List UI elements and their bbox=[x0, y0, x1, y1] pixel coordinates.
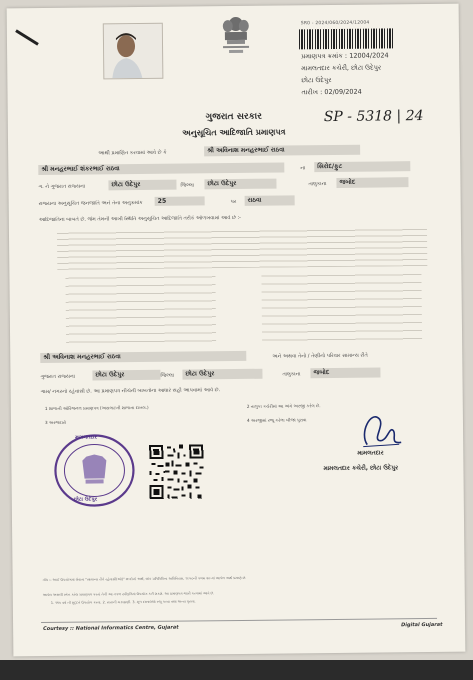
footer-note-3: 1. એક વર્ષ ની મુદ્દતે ઉપયોગ કરવા. 2. સત્તાની ચકાસણી. 3. મૂળ દસ્તાવેજો રજૂ કરવા તથા અન્ય પુરાવા. bbox=[50, 599, 196, 605]
residence-line: ગામ/ નગરનો રહેવાસી છે. આ પ્રમાણપત્ર નીચેની બાબતોના આધારે સહી આપવામાં આવે છે. bbox=[40, 387, 221, 396]
officer-signature bbox=[349, 404, 409, 453]
footer-note-2: આપેલ અસલી સ્કેન કરેલ પ્રમાણપત્ર કરતાં તેની આ નકલ સ્વીકૃતિમાં ઉપયોગ કરી શકશે. આ પ્રમાણપત્ર જારી કરવામાં આવે છે. bbox=[42, 591, 215, 598]
district-label: જિલ્લા bbox=[180, 182, 194, 189]
taluka: જબોદ bbox=[336, 177, 408, 188]
seal-bottom-text: છોટા ઉદેપુર bbox=[73, 496, 98, 503]
footer-divider bbox=[41, 618, 437, 623]
signatory-title: મામલતદાર bbox=[357, 449, 384, 457]
seal-top-text: મામલતદાર bbox=[75, 434, 98, 441]
second-taluka: જબોદ bbox=[310, 367, 380, 378]
office-line: મામલતદાર કચેરી, છોટા ઉદેપુર bbox=[301, 63, 382, 73]
application-number: પ્રમાણપત્ર ક્રમાંક : 12004/2024 bbox=[301, 51, 389, 61]
handwritten-reference: SP - 5318 | 24 bbox=[323, 108, 424, 126]
schedule-number: 25 bbox=[155, 196, 205, 206]
second-district-prefix: છોટા ઉદેપુર bbox=[92, 370, 160, 381]
fine-print-column-right bbox=[261, 270, 422, 342]
taluka-label: તાલુકાના bbox=[308, 181, 327, 188]
basis-item-3: 3 અરજદારો bbox=[44, 419, 67, 426]
tribe: રાઠવા bbox=[245, 195, 295, 206]
second-holder-name: શ્રી અવિનાશ મનહરભાઈ રાઠવા bbox=[40, 351, 246, 363]
certificate-title: અનુસૂચિત આદિજાતિ પ્રમાણપત્ર bbox=[182, 127, 286, 138]
barcode bbox=[299, 28, 394, 49]
fine-print-column-left bbox=[65, 272, 216, 344]
courtesy-text: Courtesy :: National Informatics Centre, Gujarat bbox=[43, 624, 179, 633]
basis-item-4: 4 અરજીમાં રજૂ કરેલા બીજા પુરાવા bbox=[246, 417, 307, 423]
digital-gujarat-text: Digital Gujarat bbox=[401, 621, 443, 629]
barcode-number: SR0 - 2024/060/2024/12004 bbox=[300, 20, 370, 27]
footer-note-1: નોંધ :- આઈ ઉપયોગમાં લેવાતા "સામાન્ય રીતે રહેવાસી(ઓ)" શબ્દોનો અર્થ, લોક પ્રતિનિધિત્વ અધિનિયમ, ૧૯૫૦ની કલમ ૨૦ માં આપેલ અર્થ પ્રમાણે છે. bbox=[42, 575, 247, 583]
parent-name: શ્રી મનહરભાઈ શંકરભાઈ રાઠવા bbox=[38, 162, 284, 175]
bottom-background bbox=[0, 660, 473, 680]
state-emblem-icon bbox=[219, 14, 253, 56]
applicant-photo bbox=[103, 23, 164, 80]
district-prefix: છોટા ઉદેપુર bbox=[108, 180, 176, 191]
village: સિરોદ/ફુટ bbox=[314, 161, 410, 172]
second-state: ગુજરાત રાજ્યના bbox=[40, 373, 75, 381]
govt-title: ગુજરાત સરકાર bbox=[205, 111, 262, 123]
office-line-2: છોટા ઉદેપુર bbox=[301, 75, 332, 85]
basis-item-1: 1 શાળાની ઓરિજનલ પ્રમાણપત્ર (અસલાટની શાળાના દાખલ.) bbox=[44, 404, 149, 412]
tribe-notice: આદિજાતિના બાબતે છે. જેમ તેમની આખી સ્થિતિ અનુસૂચિત આદિજાતિ તરીકે ઓળખવામાં આવે છે :- bbox=[38, 214, 242, 224]
tribe-label: પર bbox=[230, 198, 237, 206]
village-label: ના bbox=[300, 165, 306, 172]
certificate-page bbox=[7, 4, 466, 657]
holder-name: શ્રી અવિનાશ મનહરભાઈ રાઠવા bbox=[204, 145, 360, 157]
qr-code bbox=[147, 442, 206, 501]
schedule-label: રાજ્યના અનુસૂચિત જનજાતિ અને તેના અનુક્રમાંક bbox=[38, 199, 143, 208]
family-label: અને અથવા તેનો / તેણીનો પરિવાર સામાન્ય રીતે bbox=[272, 352, 368, 360]
state-label: ગ. ને ગુજરાત રાજ્યના bbox=[38, 183, 86, 191]
issue-date: તારીખ : 02/09/2024 bbox=[301, 87, 362, 97]
second-district: છોટા ઉદેપુર bbox=[182, 369, 262, 380]
district: છોટા ઉદેપુર bbox=[204, 179, 276, 190]
intro-text: આથી પ્રમાણિત કરવામાં આવે છે કે bbox=[98, 149, 167, 157]
signatory-office: મામલતદાર કચેરી, છોટા ઉદેપુર bbox=[323, 464, 399, 473]
second-taluka-label: તાલુકાના bbox=[282, 371, 301, 378]
basis-item-2: 2 તાલુકા કચેરીમાં આ અંગે અરજી કરેલ છે. bbox=[246, 403, 321, 409]
second-district-label: જિલ્લા bbox=[160, 372, 174, 379]
fine-print-list bbox=[57, 226, 427, 270]
